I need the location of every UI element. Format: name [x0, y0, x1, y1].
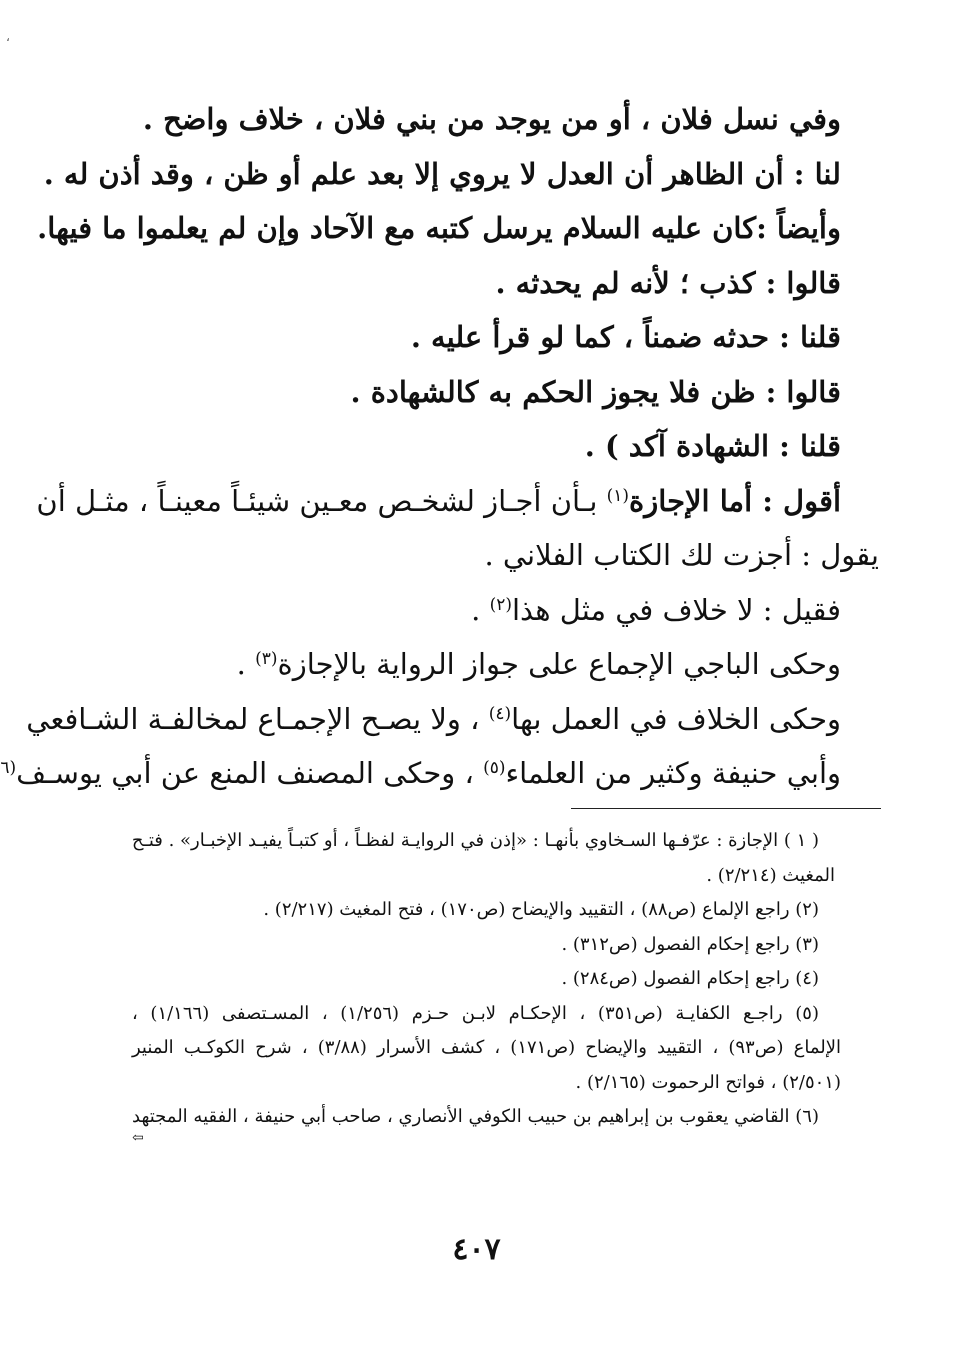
- page-number: ٤٠٧: [452, 1232, 501, 1267]
- main-line-11: [132, 637, 841, 692]
- footnote-2: (٢) راجع الإلماع (ص٨٨) ، التقييد والإيضاح (ص١٧٠) ، فتح المغيث (٢/٢١٧) .: [263, 899, 819, 920]
- main-line-13-a: وأبي حنيفة وكثير من العلماء: [505, 756, 841, 790]
- footnote-1-line-1: ( ١ ) الإجازة : عرّفـها السـخاوي بأنهـا : «إذن في الروايـة لفظـاً ، أو كتبـاً يفيـد الإخبـار» . فتـح: [131, 830, 819, 851]
- main-line-12-b: ، ولا يصـح الإجمـاع لمخالفـة الشـافعي: [26, 701, 489, 736]
- footnote-5-line-1: (٥) راجـع الكفايـة (ص٣٥١) ، الإحكـام لابـن حـزم (١/٢٥٦) ، المسـتصفى (١/١٦٦) ،: [132, 1002, 819, 1024]
- ijaza-heading: أقول : أما الإجازة: [629, 483, 841, 518]
- main-line-10-text: فقيل : لا خلاف في مثل هذا: [511, 592, 841, 627]
- main-line-8-rest: بـأن أجـاز لشخـص معـين شيئـاً معينـاً ، مثـل أن: [36, 483, 607, 518]
- footnote-ref-2: (٢): [489, 594, 512, 615]
- main-line-1: وفي نسل فلان ، أو من يوجد من بني فلان ، خلاف واضح .: [142, 102, 841, 136]
- main-text: [0, 92, 879, 801]
- main-line-7: قلنا : الشهادة آكد ) .: [584, 429, 841, 463]
- main-line-11-end: .: [236, 647, 256, 681]
- main-line-13-b: ، وحكى المصنف المنع عن أبي يوسـف: [16, 756, 484, 790]
- footnote-4: (٤) راجع إحكام الفصول (ص٢٨٤) .: [561, 968, 819, 989]
- main-line-13: [0, 746, 841, 801]
- footnote-separator: [571, 808, 881, 809]
- footnote-ref-1: (١): [606, 485, 630, 506]
- main-line-2: لنا : أن الظاهر أن العدل لا يروي إلا بعد علم أو ظن ، وقد أذن له .: [43, 156, 841, 191]
- main-line-4: قالوا : كذب ؛ لأنه لم يحدثه .: [495, 265, 841, 300]
- main-line-12: [26, 692, 841, 747]
- main-line-3: وأيضاً :كان عليه السلام يرسل كتبه مع الآحاد وإن لم يعلموا ما فيها.: [37, 211, 841, 245]
- main-line-9: يقول : أجزت لك الكتاب الفلاني .: [484, 538, 879, 572]
- footnote-ref-5: (٥): [483, 758, 506, 778]
- main-line-10-end: .: [471, 592, 490, 627]
- footnote-6: (٦) القاضي يعقوب بن إبراهيم بن حبيب الكوفي الأنصاري ، صاحب أبي حنيفة ، الفقيه المجتهد: [132, 1106, 819, 1127]
- main-line-12-a: وحكى الخلاف في العمل بها: [511, 701, 841, 736]
- main-line-5: قلنا : حدثه ضمناً ، كما لو قرأ عليه .: [410, 320, 841, 354]
- main-line-10: [132, 583, 841, 638]
- continue-arrow-icon: ⇦: [132, 1129, 144, 1146]
- footnotes: [132, 824, 841, 1145]
- footnote-ref-4: (٤): [488, 703, 512, 724]
- footnote-ref-3: (٣): [255, 649, 278, 669]
- main-line-6: قالوا : ظن فلا يجوز الحكم به كالشهادة .: [350, 374, 841, 409]
- footnote-1-line-2: المغيث (٢/٢١٤) .: [706, 864, 835, 886]
- footnote-ref-6: (٦: [0, 758, 17, 778]
- footnote-3: (٣) راجع إحكام الفصول (ص٣١٢) .: [561, 933, 819, 955]
- footnote-5-line-2: الإلماع (ص٩٣) ، التقييد والإيضاح (ص١٧١) ، كشف الأسرار (٣/٨٨) ، شرح الكوكـب المنير: [132, 1037, 841, 1058]
- corner-mark: ،: [6, 30, 10, 44]
- footnote-5-line-3: (٢/٥٠١) ، فواتح الرحموت (٢/١٦٥) .: [575, 1071, 841, 1093]
- main-line-11-text: وحكى الباجي الإجماع على جواز الرواية بالإجازة: [277, 647, 841, 681]
- main-line-8: [36, 474, 841, 529]
